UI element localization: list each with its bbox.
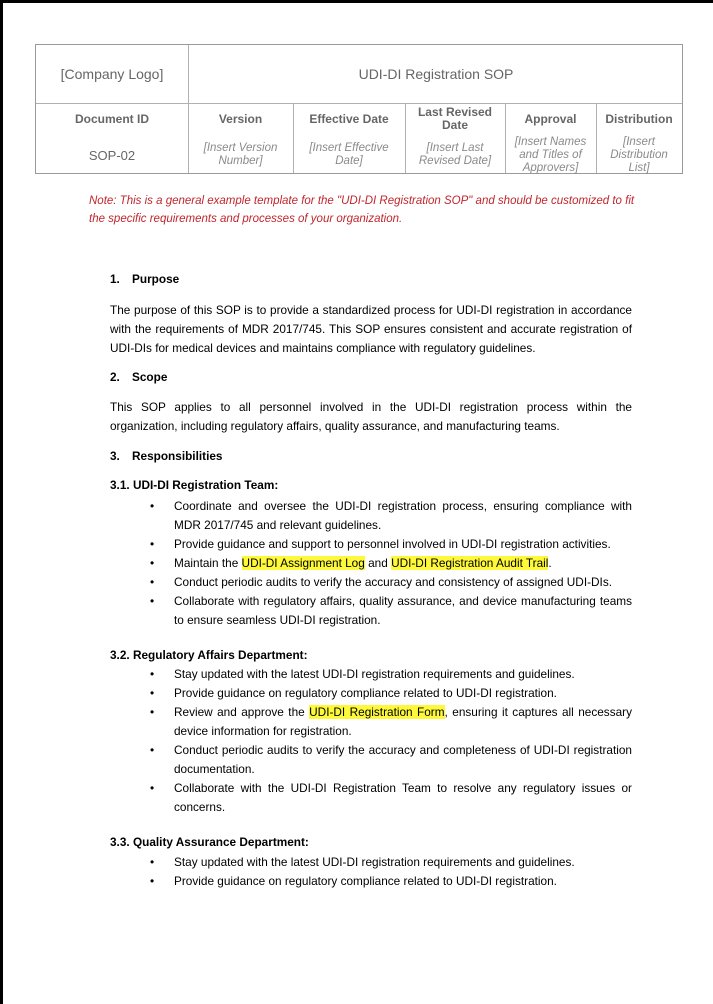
list-item: • Provide guidance and support to personnel involved in UDI-DI registration activities.	[148, 535, 632, 554]
list-item: • Provide guidance on regulatory compliance related to UDI-DI registration.	[148, 872, 632, 891]
document-title: UDI-DI Registration SOP	[358, 66, 514, 82]
section-number: 3.	[110, 449, 120, 463]
bullet-icon: •	[150, 874, 155, 888]
company-logo-placeholder: [Company Logo]	[60, 66, 164, 82]
registration-team-list	[148, 497, 632, 630]
approval-value: [Insert Names and Titles of Approvers]	[514, 135, 587, 174]
section-title: Responsibilities	[132, 449, 223, 463]
section-number: 1.	[110, 272, 120, 286]
distribution-value: [Insert Distribution List]	[610, 135, 668, 174]
column-header-approval: Approval	[524, 111, 577, 126]
document-id-value: SOP-02	[88, 147, 136, 163]
page-left-edge	[0, 0, 3, 1004]
subsection-heading-regulatory-affairs: 3.2. Regulatory Affairs Department:	[110, 648, 308, 662]
column-header-document-id: Document ID	[74, 111, 149, 126]
highlight-assignment-log: UDI-DI Assignment Log	[241, 556, 365, 570]
bullet-icon: •	[150, 686, 155, 700]
section-heading-scope	[110, 370, 167, 384]
effective-date-value: [Insert Effective Date]	[309, 142, 389, 167]
list-item: • Provide guidance on regulatory compliance related to UDI-DI registration.	[148, 684, 632, 703]
page-top-edge	[0, 0, 713, 3]
bullet-icon: •	[150, 537, 155, 551]
list-item: • Collaborate with regulatory affairs, quality assurance, and device manufacturing teams to ensure seamless UDI-DI registration.	[150, 594, 632, 627]
column-header-version: Version	[218, 111, 263, 126]
section-heading-purpose	[110, 272, 179, 286]
list-item: • Coordinate and oversee the UDI-DI registration process, ensuring compliance with MDR 2017/745 and relevant guidelines.	[150, 499, 632, 532]
list-item: • Review and approve the UDI-DI Registration Form, ensuring it captures all necessary device information for registration.	[150, 705, 632, 738]
document-header-table	[35, 44, 683, 174]
list-item: • Maintain the UDI-DI Assignment Log and UDI-DI Registration Audit Trail.	[148, 554, 632, 573]
bullet-icon: •	[150, 855, 155, 869]
bullet-icon: •	[150, 499, 155, 513]
highlight-audit-trail: UDI-DI Registration Audit Trail	[391, 556, 549, 570]
section-title: Purpose	[132, 272, 180, 286]
list-item: • Conduct periodic audits to verify the accuracy and completeness of UDI-DI registration documentation.	[150, 743, 632, 776]
bullet-icon: •	[150, 575, 155, 589]
header-divider	[188, 45, 189, 103]
bullet-icon: •	[150, 667, 155, 681]
version-value: [Insert Version Number]	[203, 142, 278, 167]
scope-paragraph: This SOP applies to all personnel involved in the UDI-DI registration process within the organization, including regulatory affairs, quality assurance, and manufacturing teams.	[110, 400, 632, 433]
quality-assurance-list	[148, 853, 632, 891]
column-header-distribution: Distribution	[605, 111, 673, 126]
section-title: Scope	[132, 370, 168, 384]
bullet-icon: •	[150, 594, 155, 608]
bullet-icon: •	[150, 705, 155, 719]
regulatory-affairs-list	[148, 665, 632, 817]
section-heading-responsibilities	[110, 449, 222, 463]
subsection-heading-registration-team: 3.1. UDI-DI Registration Team:	[110, 478, 279, 492]
section-number: 2.	[110, 370, 120, 384]
bullet-icon: •	[150, 781, 155, 795]
template-note: Note: This is a general example template for the "UDI-DI Registration SOP" and should be customized to fit the specific requirements and processes of your organization.	[89, 195, 635, 225]
column-header-effective-date: Effective Date	[309, 111, 389, 126]
list-item: • Stay updated with the latest UDI-DI registration requirements and guidelines.	[148, 665, 632, 684]
last-revised-value: [Insert Last Revised Date]	[418, 142, 492, 167]
subsection-heading-quality-assurance: 3.3. Quality Assurance Department:	[110, 835, 309, 849]
purpose-paragraph: The purpose of this SOP is to provide a standardized process for UDI-DI registration in accordance with the requirements of MDR 2017/745. This SOP ensures consistent and accurate registration of UDI-DIs for medical devices and maintains compliance with regulatory guidelines.	[110, 303, 632, 355]
bullet-icon: •	[150, 743, 155, 757]
list-item: • Stay updated with the latest UDI-DI registration requirements and guidelines.	[148, 853, 632, 872]
list-item: • Conduct periodic audits to verify the accuracy and consistency of assigned UDI-DIs.	[148, 573, 632, 592]
bullet-icon: •	[150, 556, 155, 570]
list-item: • Collaborate with the UDI-DI Registration Team to resolve any regulatory issues or concerns.	[150, 781, 632, 814]
highlight-registration-form: UDI-DI Registration Form	[309, 705, 445, 719]
column-header-last-revised: Last Revised Date	[417, 105, 493, 132]
